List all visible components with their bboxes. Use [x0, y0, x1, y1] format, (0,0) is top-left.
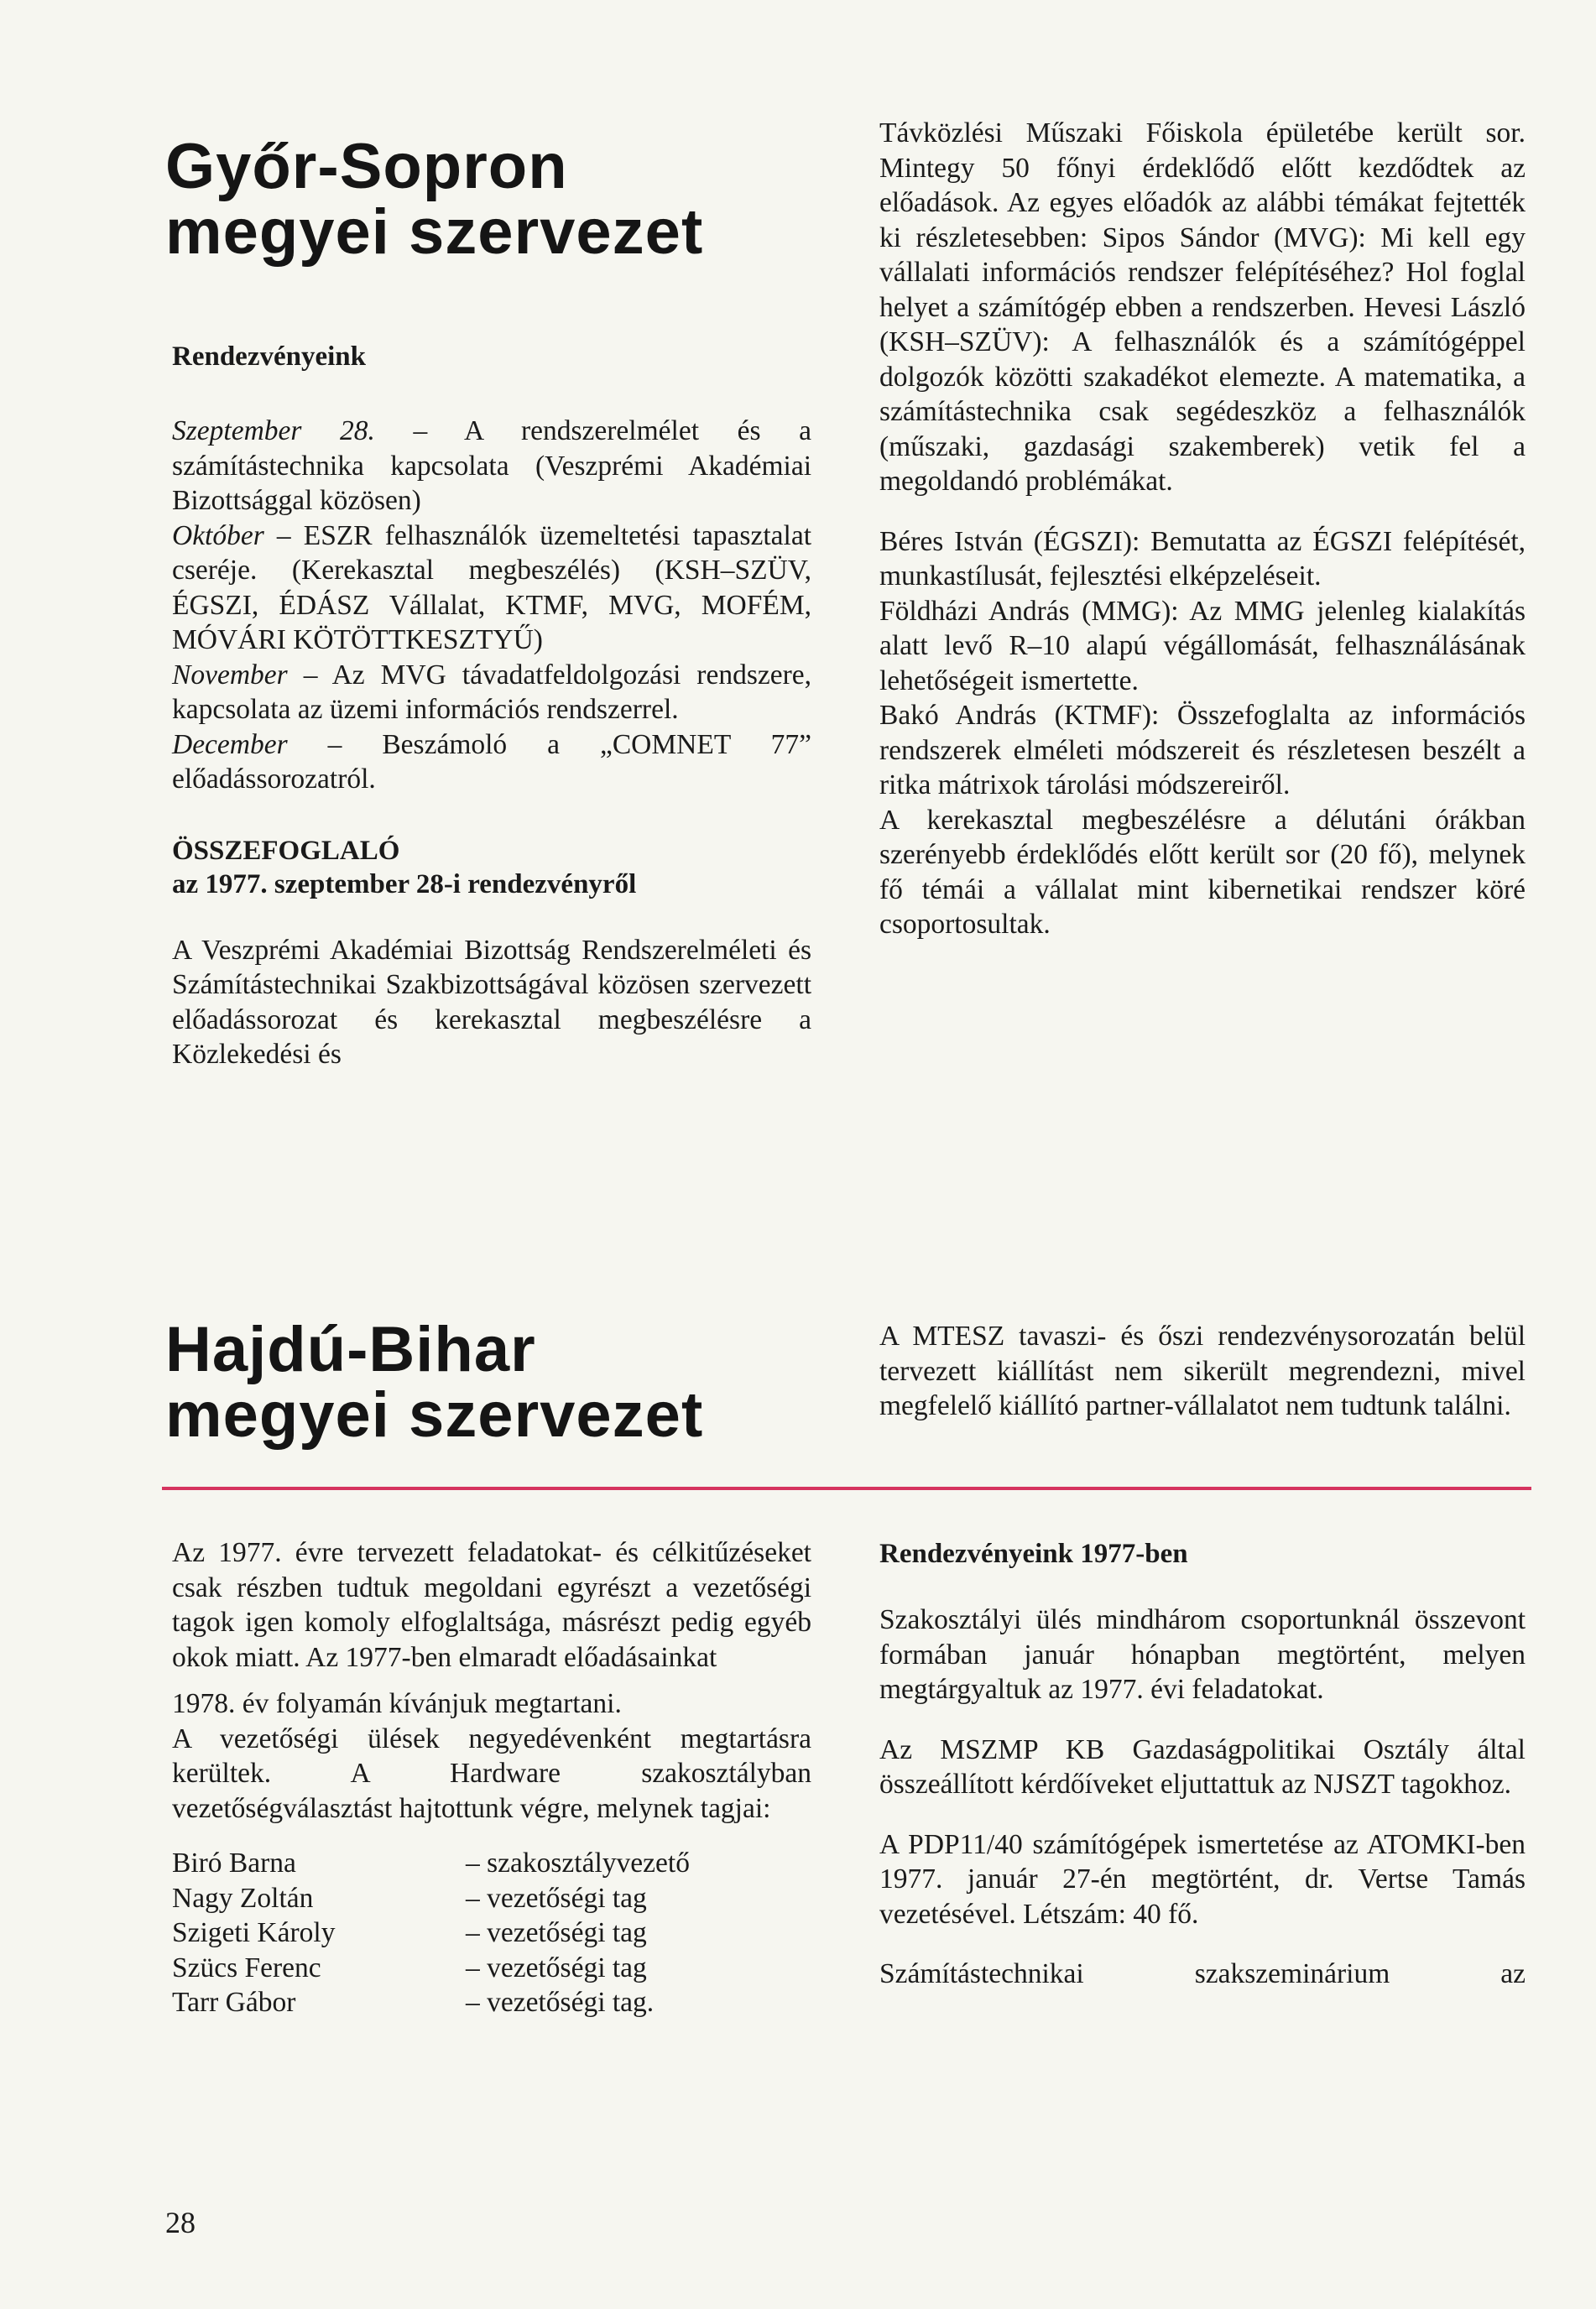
- paragraph-szakszeminarium: Számítástechnikai szakszeminárium az: [879, 1958, 1526, 1989]
- paragraph-mtesz-block: [879, 1319, 1526, 1424]
- left-column-section2: [172, 1535, 811, 2020]
- event-item: [172, 658, 811, 727]
- event-month: Október: [172, 519, 264, 551]
- paragraph-beres: Béres István (ÉGSZI): Bemutatta az ÉGSZI felépítését, munkastílusát, fejlesztési elképzeléseit.: [879, 525, 1526, 592]
- summary-heading-line1: ÖSSZEFOGLALÓ: [172, 835, 400, 866]
- event-text: – ESZR felhasználók üzemeltetési tapasztalat cseréje. (Kerekasztal megbeszélés) (KSH–SZÜV, ÉGSZI, ÉDÁSZ Vállalat, KTMF, MVG, MOFÉM, MÓVÁRI KÖTÖTTKESZTYŰ): [172, 519, 811, 655]
- member-name: Biró Barna: [172, 1848, 296, 1879]
- member-role: – vezetőségi tag: [466, 1882, 647, 1914]
- members-list: [172, 1846, 811, 2020]
- member-role: – szakosztályvezető: [466, 1848, 690, 1879]
- subheading-rendezvenyeink-1977: Rendezvényeink 1977-ben: [879, 1539, 1188, 1569]
- right-column-section1: [879, 116, 1526, 942]
- section-title-hajdu-bihar: [165, 1314, 704, 1451]
- paragraph-plans: Az 1977. évre tervezett feladatokat- és célkitűzéseket csak részben tudtuk megoldani egyrészt a vezetőségi tagok igen komoly elfoglaltsága, másrészt pedig egyéb okok miatt. Az 1977-ben elmaradt előadásainkat: [172, 1537, 811, 1673]
- paragraph-meetings: A vezetőségi ülések negyedévenként megtartásra kerültek. A Hardware szakosztályban vezetőségválasztást hajtottunk végre, melynek tagjai:: [172, 1723, 811, 1824]
- subheading-rendezvenyeink: Rendezvényeink: [172, 341, 366, 372]
- section-title-line2: megyei szervezet: [165, 196, 704, 268]
- paragraph-szakosztalyi: Szakosztályi ülés mindhárom csoportunknál összevont formában január hónapban megtörtént, melyen megtárgyaltuk az 1977. évi feladatokat.: [879, 1604, 1526, 1705]
- event-text: – Az MVG távadatfeldolgozási rendszere, kapcsolata az üzemi információs rendszerrel.: [172, 659, 811, 725]
- member-name: Szigeti Károly: [172, 1917, 336, 1948]
- summary-heading-line2: az 1977. szeptember 28-i rendezvényről: [172, 868, 637, 899]
- section-title-gyor-sopron: [165, 131, 704, 268]
- paragraph-bako: Bakó András (KTMF): Összefoglalta az információs rendszerek elméleti módszereit és részletesen beszélt a ritka mátrixok tárolási módszereiről.: [879, 700, 1526, 800]
- event-text: – Beszámoló a „COMNET 77” előadássorozatról.: [172, 728, 811, 795]
- event-month: Szeptember 28.: [172, 415, 375, 446]
- section-title-line1: Hajdú-Bihar: [165, 1314, 536, 1385]
- paragraph-1978: 1978. év folyamán kívánjuk megtartani.: [172, 1688, 622, 1719]
- paragraph-mszmp: Az MSZMP KB Gazdaságpolitikai Osztály által összeállított kérdőíveket eljuttattuk az NJSZT tagokhoz.: [879, 1733, 1526, 1800]
- summary-paragraph: A Veszprémi Akadémiai Bizottság Rendszerelméleti és Számítástechnikai Szakbizottságával közösen szervezett előadássorozat és kerekasztal megbeszélésre a Közlekedési és: [172, 934, 811, 1070]
- event-month: November: [172, 659, 288, 691]
- event-month: December: [172, 728, 288, 760]
- left-column-section1: [172, 340, 811, 1072]
- section-title-line2: megyei szervezet: [165, 1379, 704, 1451]
- event-text: – A rendszerelmélet és a számítástechnika kapcsolata (Veszprémi Akadémiai Bizottsággal közösen): [172, 415, 812, 516]
- paragraph-kerekasztal: A kerekasztal megbeszélésre a délutáni órákban szerényebb érdeklődés előtt került sor (20 fő), melynek fő témái a vállalat mint kibernetikai rendszer köré csoportosultak.: [879, 804, 1526, 940]
- section-divider-rule: [162, 1487, 1531, 1490]
- member-name: Nagy Zoltán: [172, 1882, 314, 1914]
- member-role: – vezetőségi tag: [466, 1952, 647, 1983]
- member-name: Szücs Ferenc: [172, 1952, 321, 1983]
- paragraph-mtesz: A MTESZ tavaszi- és őszi rendezvénysorozatán belül tervezett kiállítást nem sikerült megrendezni, mivel megfelelő kiállító partner-vállalatot nem tudtunk találni.: [879, 1321, 1526, 1421]
- paragraph-foldhazi: Földházi András (MMG): Az MMG jelenleg kialakítás alatt levő R–10 alapú végállomását, felhasználásának lehetőségeit ismertette.: [879, 595, 1526, 696]
- section-title-line1: Győr-Sopron: [165, 131, 568, 202]
- member-role: – vezetőségi tag.: [466, 1987, 655, 2018]
- right-column-section2: [879, 1537, 1526, 1992]
- paragraph-speakers: Távközlési Műszaki Főiskola épületébe került sor. Mintegy 50 főnyi érdeklődő előtt kezdődtek az előadások. Az egyes előadók az alábbi témákat fejtették ki részletesebben: Sipos Sándor (MVG): Mi kell egy vállalati információs rendszer felépítéséhez? Hol foglal helyet a számítógép ebben a rendszerben. Hevesi László (KSH–SZÜV): A felhasználók és a számítógéppel dolgozók közötti szakadékot elemezte. A matematika, a számítástechnika csak segédeszköz a felhasználók (műszaki, gazdasági szakemberek) vetik fel a megoldandó problémákat.: [879, 117, 1526, 497]
- page-number: 28: [165, 2206, 196, 2239]
- event-item: [172, 727, 811, 797]
- member-name: Tarr Gábor: [172, 1987, 296, 2018]
- event-item: [172, 414, 811, 519]
- event-list: [172, 414, 811, 797]
- event-item: [172, 519, 811, 658]
- member-role: – vezetőségi tag: [466, 1917, 647, 1948]
- paragraph-pdp: A PDP11/40 számítógépek ismertetése az ATOMKI-ben 1977. január 27-én megtörtént, dr. Vertse Tamás vezetésével. Létszám: 40 fő.: [879, 1828, 1526, 1930]
